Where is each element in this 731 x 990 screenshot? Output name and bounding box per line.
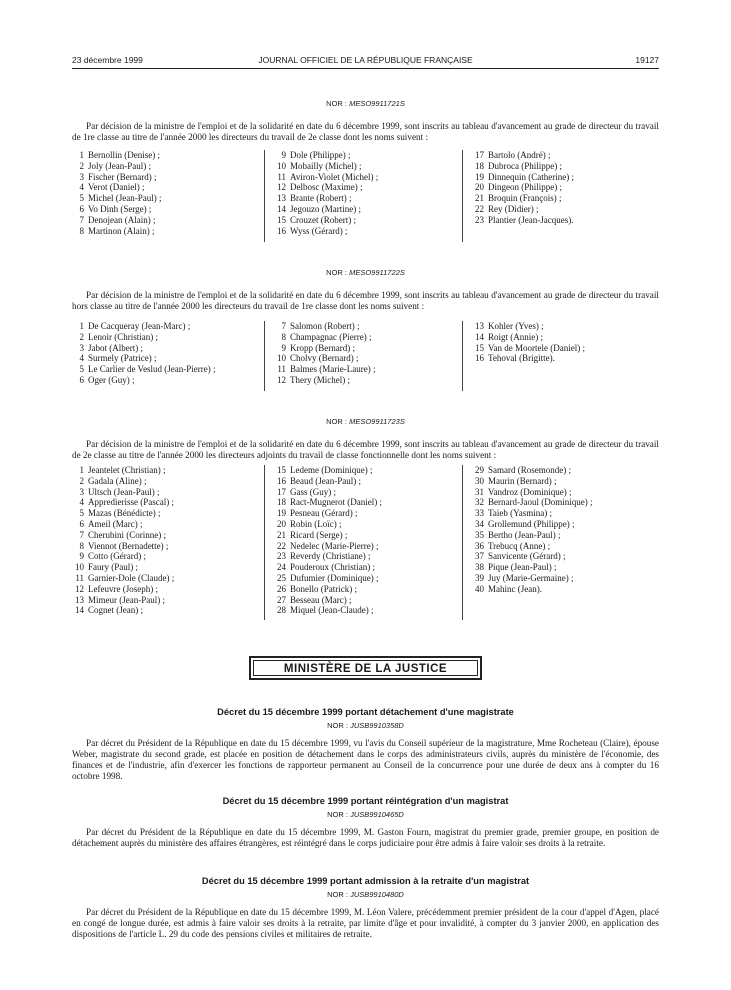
list-item-number: 23 <box>475 214 484 225</box>
list-item <box>72 465 174 476</box>
list-item-name: Rey (Didier) ; <box>488 203 539 214</box>
list-item <box>272 562 382 573</box>
list-item-name: Roigt (Annie) ; <box>488 331 543 342</box>
list-item-number: 10 <box>277 353 286 364</box>
list-item <box>272 150 378 161</box>
name-list <box>72 465 662 620</box>
list-item <box>72 321 216 332</box>
list-item <box>72 343 216 354</box>
list-item-number: 22 <box>277 540 286 551</box>
list-item-number: 18 <box>277 497 286 508</box>
list-item-number: 35 <box>475 529 484 540</box>
list-item-name: Lefeuvre (Joseph) ; <box>88 583 158 594</box>
list-item <box>470 204 574 215</box>
nor-label: NOR : <box>326 268 347 277</box>
list-item-name: Dole (Philippe) ; <box>290 150 351 160</box>
name-column <box>72 321 216 386</box>
list-item-number: 38 <box>475 562 484 573</box>
list-item <box>470 508 592 519</box>
list-item <box>470 193 574 204</box>
list-item-number: 16 <box>277 475 286 486</box>
list-item-number: 5 <box>79 364 84 375</box>
nor-line <box>72 268 659 277</box>
list-item-number: 3 <box>79 342 84 353</box>
list-item-name: Dinnequin (Catherine) ; <box>488 171 574 182</box>
list-item <box>72 487 174 498</box>
list-item-number: 11 <box>277 364 286 375</box>
list-item <box>470 465 592 476</box>
list-item-number: 36 <box>475 540 484 551</box>
list-item-number: 15 <box>475 342 484 353</box>
list-item-number: 21 <box>475 193 484 204</box>
list-item-name: Wyss (Gérard) ; <box>290 225 348 236</box>
list-item-name: De Cacqueray (Jean-Marc) ; <box>88 321 191 331</box>
list-item <box>72 595 174 606</box>
list-item <box>470 161 574 172</box>
list-item <box>272 605 382 616</box>
list-item-name: Brante (Robert) ; <box>290 193 352 204</box>
name-column <box>72 465 174 616</box>
list-item-number: 4 <box>79 182 84 193</box>
list-item <box>470 182 574 193</box>
list-item <box>272 172 378 183</box>
list-item-name: Mahinc (Jean). <box>488 583 542 594</box>
list-item <box>272 182 378 193</box>
list-item-number: 12 <box>277 182 286 193</box>
list-item <box>72 584 174 595</box>
page-header <box>72 55 659 69</box>
list-item-number: 16 <box>475 353 484 364</box>
list-item-number: 32 <box>475 497 484 508</box>
list-item-number: 5 <box>79 193 84 204</box>
list-item-name: Kohler (Yves) ; <box>488 321 544 331</box>
list-item-number: 34 <box>475 518 484 529</box>
list-item <box>272 487 382 498</box>
list-item-name: Pesneau (Gérard) ; <box>290 508 358 519</box>
list-item <box>470 343 585 354</box>
list-item-number: 3 <box>79 171 84 182</box>
list-item-name: Ledeme (Dominique) ; <box>290 465 373 475</box>
nor-label: NOR : <box>326 99 347 108</box>
list-item <box>72 605 174 616</box>
list-item-name: Ract-Mugnerot (Daniel) ; <box>290 497 382 508</box>
list-item <box>272 343 375 354</box>
list-item-name: Martinon (Alain) ; <box>88 225 155 236</box>
list-item <box>272 375 375 386</box>
nor-line <box>72 417 659 426</box>
list-item-name: Verot (Daniel) ; <box>88 182 145 193</box>
list-item <box>72 530 174 541</box>
list-item <box>72 172 161 183</box>
list-item-number: 9 <box>281 150 286 160</box>
header-date: 23 décembre 1999 <box>72 55 143 65</box>
list-item <box>272 573 382 584</box>
list-item <box>72 508 174 519</box>
list-item-number: 26 <box>277 583 286 594</box>
name-column <box>272 465 382 616</box>
list-item-name: Delbosc (Maxime) ; <box>290 182 363 193</box>
list-item-name: Miquel (Jean-Claude) ; <box>290 605 374 616</box>
list-item-number: 20 <box>277 518 286 529</box>
list-item <box>470 562 592 573</box>
list-item-number: 2 <box>79 475 84 486</box>
list-item-number: 7 <box>79 214 84 225</box>
list-item <box>72 193 161 204</box>
list-item-name: Surmely (Patrice) ; <box>88 353 157 364</box>
list-item-name: Taieb (Yasmina) ; <box>488 508 552 519</box>
list-item-number: 6 <box>79 518 84 529</box>
list-item-number: 21 <box>277 529 286 540</box>
list-item-number: 13 <box>277 193 286 204</box>
list-item-name: Mobailly (Michel) ; <box>290 160 362 171</box>
list-item-number: 14 <box>75 605 84 616</box>
list-item-number: 6 <box>79 203 84 214</box>
list-item-name: Mazas (Bénédicte) ; <box>88 508 161 519</box>
list-item <box>72 332 216 343</box>
list-item-number: 12 <box>75 583 84 594</box>
list-item-number: 7 <box>281 321 286 331</box>
list-item-number: 30 <box>475 475 484 486</box>
list-item-number: 19 <box>277 508 286 519</box>
list-item-name: Cherubini (Corinne) ; <box>88 529 166 540</box>
list-item <box>272 508 382 519</box>
list-item-number: 7 <box>79 529 84 540</box>
list-item-name: Van de Moortele (Daniel) ; <box>488 342 585 353</box>
list-item-name: Grollemund (Philippe) ; <box>488 518 575 529</box>
name-column <box>470 321 585 364</box>
list-item-number: 17 <box>475 150 484 160</box>
list-item <box>470 215 574 226</box>
list-item-name: Bartolo (André) ; <box>488 150 551 160</box>
list-item <box>72 150 161 161</box>
decree-title: Décret du 15 décembre 1999 portant réintégration d'un magistrat <box>222 796 509 806</box>
decree-title: Décret du 15 décembre 1999 portant admission à la retraite d'un magistrat <box>201 876 530 886</box>
decision-text: Par décision de la ministre de l'emploi et de la solidarité en date du 6 décembre 1999, sont inscrits au tableau d'avancement au grade de directeur du travail de 1re classe au titre de l'année 2000 les directeurs du travail de 2e classe dont les noms suivent : <box>72 121 659 142</box>
list-item <box>470 551 592 562</box>
header-title: JOURNAL OFFICIEL DE LA RÉPUBLIQUE FRANÇAISE <box>258 55 473 65</box>
list-item <box>72 562 174 573</box>
list-item-number: 15 <box>277 465 286 475</box>
header-rule <box>72 68 659 69</box>
list-item-number: 10 <box>277 160 286 171</box>
list-item-number: 3 <box>79 486 84 497</box>
list-item-name: Mimeur (Jean-Paul) ; <box>88 594 165 605</box>
list-item-number: 24 <box>277 562 286 573</box>
list-item-name: Salomon (Robert) ; <box>290 321 360 331</box>
list-item-name: Beaud (Jean-Paul) ; <box>290 475 361 486</box>
list-item-name: Dingeon (Philippe) ; <box>488 182 562 193</box>
list-item-number: 23 <box>277 551 286 562</box>
list-item <box>272 226 378 237</box>
list-item-number: 19 <box>475 171 484 182</box>
list-item <box>470 353 585 364</box>
name-list <box>72 150 662 242</box>
list-item-name: Pouderoux (Christian) ; <box>290 562 375 573</box>
name-column <box>272 321 375 386</box>
list-item-number: 14 <box>475 331 484 342</box>
nor-label: NOR : <box>327 810 348 819</box>
list-item <box>272 364 375 375</box>
list-item-name: Appredierisse (Pascal) ; <box>88 497 174 508</box>
list-item-name: Le Carlier de Veslud (Jean-Pierre) ; <box>88 364 216 375</box>
list-item-name: Tehoval (Brigitte). <box>488 353 555 364</box>
nor-code: JUSB9910480D <box>350 890 404 899</box>
list-item-name: Besseau (Marc) ; <box>290 594 352 605</box>
column-separator <box>264 321 265 391</box>
list-item <box>272 530 382 541</box>
list-item-number: 13 <box>475 321 484 331</box>
list-item-number: 33 <box>475 508 484 519</box>
decision-text: Par décision de la ministre de l'emploi et de la solidarité en date du 6 décembre 1999, sont inscrits au tableau d'avancement au grade de directeur du travail de 2e classe au titre de l'année 2000 les directeurs adjoints du travail de classe fonctionnelle dont les noms suivent : <box>72 439 659 460</box>
list-item-name: Vo Dinh (Serge) ; <box>88 203 152 214</box>
list-item <box>470 172 574 183</box>
list-item <box>72 573 174 584</box>
list-item <box>72 204 161 215</box>
list-item-name: Gadala (Aline) ; <box>88 475 147 486</box>
list-item-number: 1 <box>79 321 84 331</box>
nor-code: MESO9911722S <box>349 268 405 277</box>
decree-title: Décret du 15 décembre 1999 portant détachement d'une magistrate <box>217 707 514 717</box>
list-item-name: Oger (Guy) ; <box>88 374 135 385</box>
list-item-name: Kropp (Bernard) ; <box>290 342 355 353</box>
list-item-name: Cognet (Jean) ; <box>88 605 143 616</box>
list-item-number: 37 <box>475 551 484 562</box>
list-item-name: Samard (Rosemonde) ; <box>488 465 571 475</box>
list-item-name: Aviron-Violet (Michel) ; <box>290 171 379 182</box>
list-item-name: Garnier-Dole (Claude) ; <box>88 572 175 583</box>
list-item-number: 9 <box>281 342 286 353</box>
list-item-name: Ultsch (Jean-Paul) ; <box>88 486 160 497</box>
list-item-name: Pique (Jean-Paul) ; <box>488 562 557 573</box>
list-item <box>72 497 174 508</box>
list-item-number: 14 <box>277 203 286 214</box>
name-column <box>470 465 592 595</box>
header-page-number: 19127 <box>635 55 659 65</box>
list-item <box>470 332 585 343</box>
list-item <box>72 215 161 226</box>
list-item-name: Trebucq (Anne) ; <box>488 540 551 551</box>
list-item <box>72 161 161 172</box>
nor-label: NOR : <box>327 721 348 730</box>
list-item-name: Crouzet (Robert) ; <box>290 214 356 225</box>
list-item-number: 39 <box>475 572 484 583</box>
list-item-number: 1 <box>79 150 84 160</box>
list-item <box>272 353 375 364</box>
list-item-number: 18 <box>475 160 484 171</box>
list-item <box>470 519 592 530</box>
list-item-number: 27 <box>277 594 286 605</box>
list-item-number: 20 <box>475 182 484 193</box>
list-item-number: 28 <box>277 605 286 616</box>
list-item-name: Maurin (Bernard) ; <box>488 475 557 486</box>
list-item <box>72 476 174 487</box>
list-item-name: Juy (Marie-Germaine) ; <box>488 572 574 583</box>
list-item-name: Dubroca (Philippe) ; <box>488 160 562 171</box>
list-item-name: Bernard-Jaoul (Dominique) ; <box>488 497 593 508</box>
list-item-name: Cholvy (Bernard) ; <box>290 353 359 364</box>
list-item-number: 2 <box>79 331 84 342</box>
nor-label: NOR : <box>327 890 348 899</box>
list-item-number: 8 <box>79 540 84 551</box>
list-item-number: 9 <box>79 551 84 562</box>
list-item-number: 4 <box>79 353 84 364</box>
list-item-number: 13 <box>75 594 84 605</box>
list-item-number: 8 <box>79 225 84 236</box>
nor-line <box>72 721 659 730</box>
list-item-name: Ameil (Marc) ; <box>88 518 143 529</box>
list-item-number: 22 <box>475 203 484 214</box>
list-item-name: Cotto (Gérard) ; <box>88 551 146 562</box>
nor-line <box>72 99 659 108</box>
name-column <box>72 150 161 236</box>
nor-code: MESO9911723S <box>349 417 405 426</box>
column-separator <box>462 321 463 391</box>
nor-line <box>72 810 659 819</box>
list-item <box>272 497 382 508</box>
list-item <box>72 375 216 386</box>
list-item <box>272 204 378 215</box>
decision-text: Par décision de la ministre de l'emploi et de la solidarité en date du 6 décembre 1999, sont inscrits au tableau d'avancement au grade de directeur du travail hors classe au titre de l'année 2000 les directeurs du travail de 1re classe dont les noms suivent : <box>72 290 659 311</box>
list-item <box>72 519 174 530</box>
list-item-number: 25 <box>277 572 286 583</box>
list-item-name: Broquin (François) ; <box>488 193 562 204</box>
list-item <box>470 530 592 541</box>
nor-label: NOR : <box>326 417 347 426</box>
list-item <box>470 476 592 487</box>
list-item-number: 4 <box>79 497 84 508</box>
list-item-name: Joly (Jean-Paul) ; <box>88 160 151 171</box>
list-item-name: Jegouzo (Martine) ; <box>290 203 361 214</box>
list-item <box>470 573 592 584</box>
list-item <box>272 541 382 552</box>
list-item-name: Sanvicente (Gérard) ; <box>488 551 566 562</box>
list-item <box>272 215 378 226</box>
list-item <box>470 541 592 552</box>
list-item-name: Vandroz (Dominique) ; <box>488 486 572 497</box>
list-item-number: 6 <box>79 374 84 385</box>
list-item <box>272 321 375 332</box>
list-item-number: 15 <box>277 214 286 225</box>
list-item-name: Robin (Loïc) ; <box>290 518 342 529</box>
list-item-name: Ricard (Serge) ; <box>290 529 348 540</box>
list-item <box>72 541 174 552</box>
list-item-name: Bernollin (Denise) ; <box>88 150 160 160</box>
list-item-name: Denojean (Alain) ; <box>88 214 156 225</box>
column-separator <box>264 465 265 620</box>
nor-code: JUSB9910465D <box>350 810 404 819</box>
column-separator <box>462 465 463 620</box>
list-item <box>470 487 592 498</box>
list-item-number: 1 <box>79 465 84 475</box>
list-item-name: Faury (Paul) ; <box>88 562 138 573</box>
nor-code: MESO9911721S <box>349 99 405 108</box>
list-item-number: 17 <box>277 486 286 497</box>
list-item <box>272 161 378 172</box>
list-item-number: 31 <box>475 486 484 497</box>
list-item-name: Nedelec (Marie-Pierre) ; <box>290 540 379 551</box>
list-item <box>272 193 378 204</box>
list-item <box>272 551 382 562</box>
list-item <box>272 332 375 343</box>
column-separator <box>264 150 265 242</box>
list-item-number: 40 <box>475 583 484 594</box>
list-item-name: Lenoir (Christian) ; <box>88 331 158 342</box>
list-item <box>470 584 592 595</box>
list-item <box>272 476 382 487</box>
list-item-name: Fischer (Bernard) ; <box>88 171 157 182</box>
ministry-heading: MINISTÈRE DE LA JUSTICE <box>253 660 478 676</box>
list-item <box>72 353 216 364</box>
name-column <box>470 150 574 226</box>
name-column <box>272 150 378 236</box>
list-item-number: 8 <box>281 331 286 342</box>
list-item-name: Thery (Michel) ; <box>290 374 350 385</box>
list-item-name: Bonello (Patrick) ; <box>290 583 357 594</box>
list-item-name: Viennot (Bernadette) ; <box>88 540 169 551</box>
list-item-name: Champagnac (Pierre) ; <box>290 331 372 342</box>
list-item <box>272 519 382 530</box>
list-item <box>470 497 592 508</box>
decree-text: Par décret du Président de la République en date du 15 décembre 1999, vu l'avis du Conseil supérieur de la magistrature, Mme Rocheteau (Claire), épouse Weber, magistrate du second grade, est placée en position de détachement dans le corps des administrateurs civils, auprès du ministère de l'économie, des finances et de l'industrie, afin d'exercer les fonctions de rapporteur permanent au Conseil de la concurrence pour une durée de deux ans à compter du 16 octobre 1998. <box>72 738 659 781</box>
list-item <box>272 595 382 606</box>
list-item-name: Dufumier (Dominique) ; <box>290 572 379 583</box>
nor-line <box>72 890 659 899</box>
list-item-number: 12 <box>277 374 286 385</box>
nor-code: JUSB9910358D <box>350 721 404 730</box>
list-item <box>470 321 585 332</box>
column-separator <box>462 150 463 242</box>
list-item <box>72 182 161 193</box>
list-item-name: Bertho (Jean-Paul) ; <box>488 529 561 540</box>
list-item <box>72 364 216 375</box>
list-item-number: 10 <box>75 562 84 573</box>
list-item-name: Plantier (Jean-Jacques). <box>488 214 574 225</box>
decree-text: Par décret du Président de la République en date du 15 décembre 1999, M. Léon Valere, précédemment premier président de la cour d'appel d'Agen, placé en congé de longue durée, est admis à faire valoir ses droits à la retraite, par limite d'âge et pour invalidité, à compter du 3 janvier 2000, en application des dispositions de l'article L. 29 du code des pensions civiles et militaires de retraite. <box>72 907 659 939</box>
list-item <box>470 150 574 161</box>
list-item-number: 16 <box>277 225 286 236</box>
list-item-name: Balmes (Marie-Laure) ; <box>290 364 376 375</box>
name-list <box>72 321 662 391</box>
list-item-name: Gass (Guy) ; <box>290 486 336 497</box>
list-item-number: 5 <box>79 508 84 519</box>
list-item-name: Reverdy (Christiane) ; <box>290 551 371 562</box>
list-item-number: 2 <box>79 160 84 171</box>
list-item <box>272 465 382 476</box>
decree-text: Par décret du Président de la République en date du 15 décembre 1999, M. Gaston Fourn, magistrat du premier grade, premier groupe, en position de détachement auprès du ministère des affaires étrangères, est réintégré dans le corps judiciaire pour être admis à faire valoir ses droits à la retraite. <box>72 827 659 848</box>
list-item <box>272 584 382 595</box>
list-item-number: 11 <box>277 171 286 182</box>
list-item <box>72 226 161 237</box>
list-item-number: 29 <box>475 465 484 475</box>
ministry-heading-box <box>249 656 482 680</box>
list-item-name: Jeantelet (Christian) ; <box>88 465 166 475</box>
list-item-name: Michel (Jean-Paul) ; <box>88 193 162 204</box>
list-item-number: 11 <box>75 572 84 583</box>
list-item <box>72 551 174 562</box>
list-item-name: Jabot (Albert) ; <box>88 342 143 353</box>
